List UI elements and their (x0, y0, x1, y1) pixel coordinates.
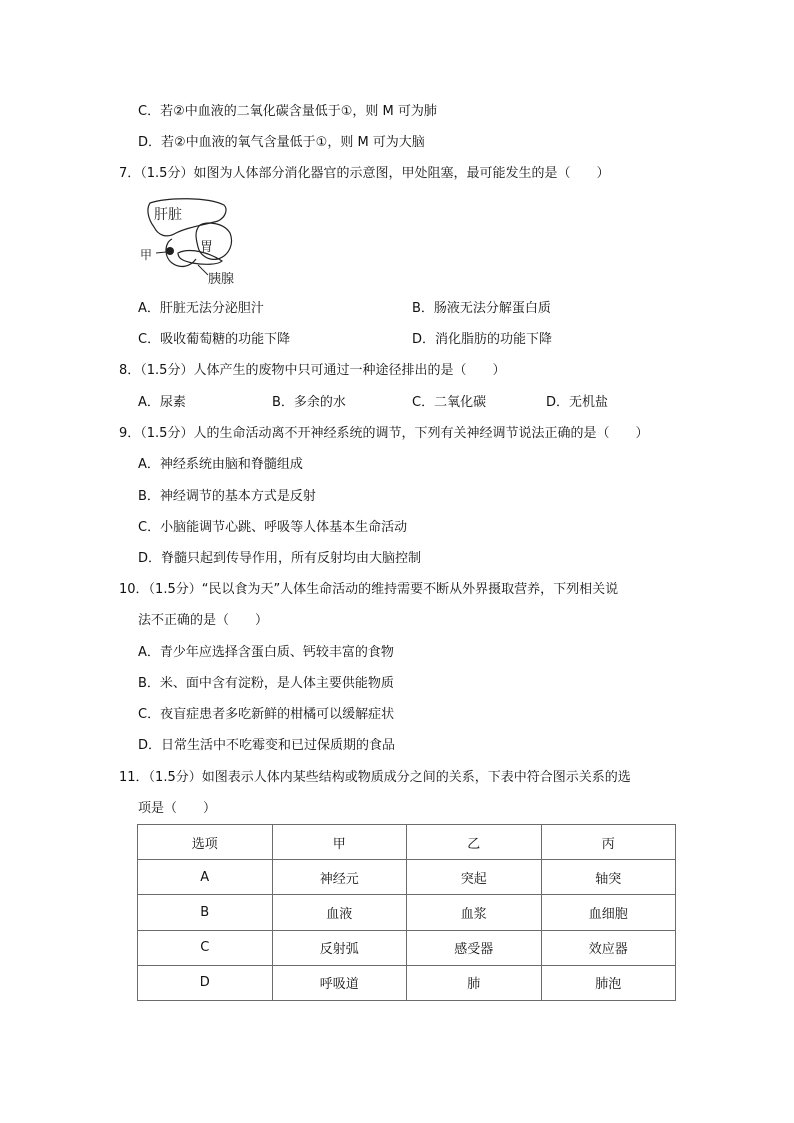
digestive-organs-drawing (138, 195, 258, 287)
table-row (138, 895, 676, 930)
q7-option-a: A．肝脏无法分泌胆汁 (138, 301, 264, 316)
table-header-cell: 甲 (272, 825, 407, 860)
table-row (138, 930, 676, 965)
table-header-cell: 丙 (541, 825, 676, 860)
table-row (138, 860, 676, 895)
q10-option-b: B．米、面中含有淀粉，是人体主要供能物质 (138, 676, 394, 691)
q8-option-a: A．尿素 (138, 395, 186, 410)
table-cell: 突起 (407, 860, 542, 895)
table-header-cell: 选项 (138, 825, 273, 860)
pancreas-pointer (198, 265, 208, 275)
q9-option-c: C．小脑能调节心跳、呼吸等人体基本生命活动 (138, 520, 408, 535)
q8-stem: 8．（1.5分）人体产生的废物中只可通过一种途径排出的是（ ） (119, 363, 506, 378)
q11-options-table (137, 824, 676, 1001)
table-cell: C (138, 930, 273, 965)
pancreas-label: 胰腺 (208, 272, 235, 287)
q7-option-d: D．消化脂肪的功能下降 (412, 332, 553, 347)
q9-stem: 9．（1.5分）人的生命活动离不开神经系统的调节，下列有关神经调节说法正确的是（ ） (119, 426, 649, 441)
table-cell: 肺 (407, 965, 542, 1000)
q10-stem-line1: 10．（1.5分）“民以食为天”人体生命活动的维持需要不断从外界摄取营养，下列相关说 (119, 582, 619, 597)
q11-stem-line2: 项是（ ） (138, 801, 217, 816)
stomach-label: 胃 (200, 240, 214, 255)
table-header-row (138, 825, 676, 860)
liver-label: 肝脏 (154, 207, 182, 223)
table-cell: 呼吸道 (272, 965, 407, 1000)
q9-option-d: D．脊髓只起到传导作用，所有反射均由大脑控制 (138, 551, 422, 566)
q10-option-a: A．青少年应选择含蛋白质、钙较丰富的食物 (138, 645, 394, 660)
table-cell: 轴突 (541, 860, 676, 895)
q8-option-d: D．无机盐 (546, 395, 609, 410)
q10-option-d: D．日常生活中不吃霉变和已过保质期的食品 (138, 738, 396, 753)
q9-option-b: B．神经调节的基本方式是反射 (138, 489, 316, 504)
table-cell: 血浆 (407, 895, 542, 930)
table-cell: 效应器 (541, 930, 676, 965)
q11-stem-line1: 11．（1.5分）如图表示人体内某些结构或物质成分之间的关系，下表中符合图示关系的选 (119, 770, 631, 785)
table-header-cell: 乙 (407, 825, 542, 860)
q10-option-c: C．夜盲症患者多吃新鲜的柑橘可以缓解症状 (138, 707, 395, 722)
q7-option-c: C．吸收葡萄糖的功能下降 (138, 332, 291, 347)
table-row (138, 965, 676, 1000)
q10-stem-line2: 法不正确的是（ ） (138, 613, 269, 628)
q8-option-c: C．二氧化碳 (412, 395, 487, 410)
table-cell: 肺泡 (541, 965, 676, 1000)
q9-option-a: A．神经系统由脑和脊髓组成 (138, 457, 303, 472)
table-cell: 神经元 (272, 860, 407, 895)
jia-pointer (156, 252, 166, 253)
q8-option-b: B．多余的水 (272, 395, 346, 410)
table-cell: 血细胞 (541, 895, 676, 930)
q7-option-b: B．肠液无法分解蛋白质 (412, 301, 551, 316)
digestive-organs-figure (138, 195, 258, 287)
q7-stem: 7．（1.5分）如图为人体部分消化器官的示意图，甲处阻塞，最可能发生的是（ ） (119, 166, 610, 181)
table-cell: B (138, 895, 273, 930)
table-cell: A (138, 860, 273, 895)
table-cell: 血液 (272, 895, 407, 930)
q6-option-c: C．若②中血液的二氧化碳含量低于①，则 M 可为肺 (138, 104, 437, 119)
table-cell: D (138, 965, 273, 1000)
table-cell: 感受器 (407, 930, 542, 965)
blockage-mark (166, 247, 174, 255)
jia-label: 甲 (140, 248, 153, 262)
table-cell: 反射弧 (272, 930, 407, 965)
q6-option-d: D．若②中血液的氧气含量低于①，则 M 可为大脑 (138, 135, 425, 150)
